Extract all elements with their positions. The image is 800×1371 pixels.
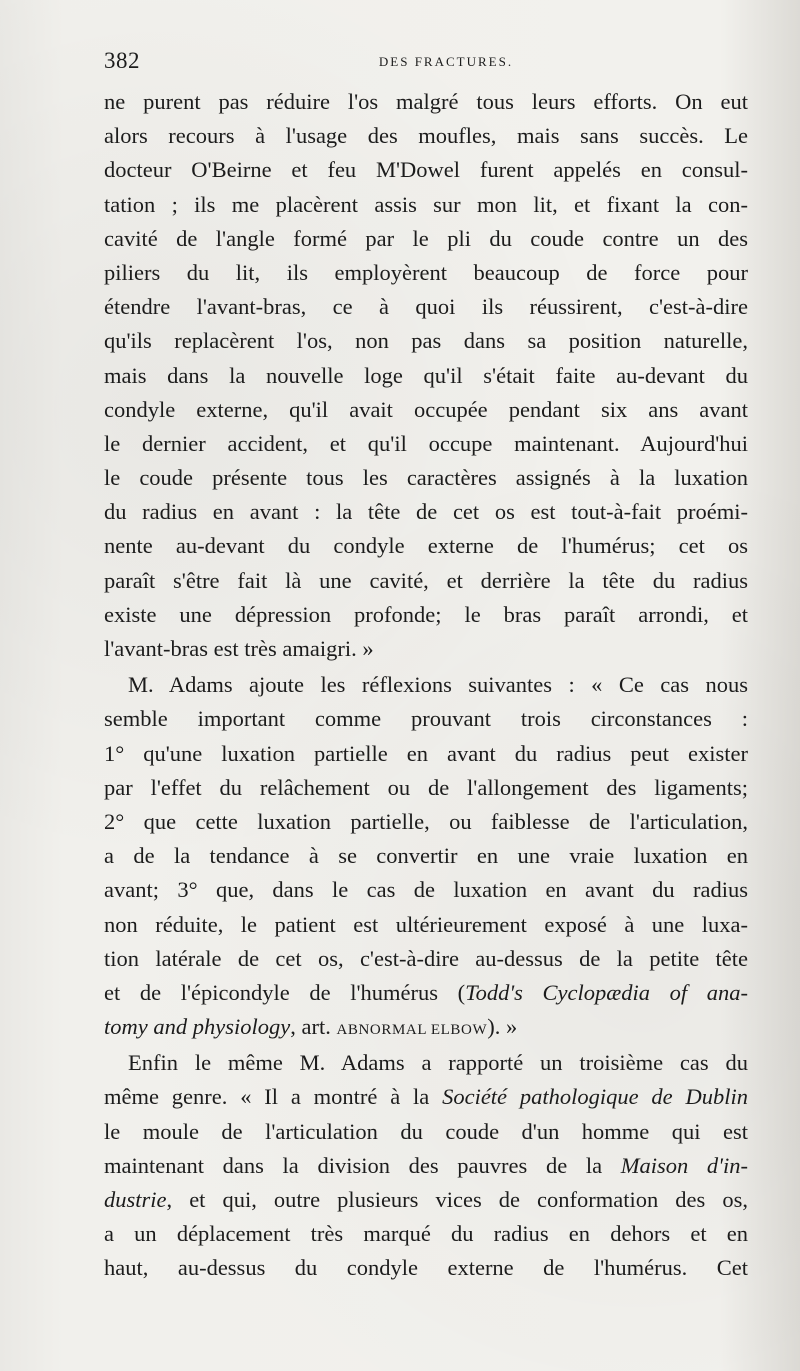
text-line: Enfin le même M. Adams a rapporté un troisième cas du — [128, 1050, 748, 1076]
text-run: , et qui, outre plusieurs vices de conformation des os, — [166, 1187, 748, 1212]
text-line: docteur O'Beirne et feu M'Dowel furent appelés en consul- — [104, 157, 748, 183]
text-line: 1° qu'une luxation partielle en avant du radius peut exister — [104, 740, 748, 766]
institution-name: dustrie — [104, 1187, 167, 1212]
text-line: ne purent pas réduire l'os malgré tous leurs efforts. On eut — [104, 89, 748, 114]
citation-title: tomy and physiology — [104, 1014, 291, 1040]
text-line — [104, 1080, 748, 1114]
text-line: non réduite, le patient est ultérieurement exposé à une luxa- — [104, 911, 748, 937]
text-line: a de la tendance à se convertir en une vraie luxation en — [104, 843, 748, 869]
text-line — [104, 1183, 748, 1217]
text-line: du radius en avant : la tête de cet os est tout-à-fait proémi- — [104, 499, 748, 525]
text-line — [104, 976, 748, 1010]
text-line: l'avant-bras est très amaigri. » — [104, 636, 374, 661]
text-line: le moule de l'articulation du coude d'un homme qui est — [104, 1118, 748, 1144]
text-line: 2° que cette luxation partielle, ou faiblesse de l'articulation, — [104, 808, 748, 834]
text-line: condyle externe, qu'il avait occupée pendant six ans avant — [104, 396, 748, 422]
text-run: , art. — [290, 1014, 337, 1040]
text-line: étendre l'avant-bras, ce à quoi ils réussirent, c'est-à-dire — [104, 294, 748, 320]
running-head: DES FRACTURES. — [378, 54, 514, 69]
text-line: qu'ils replacèrent l'os, non pas dans sa position naturelle, — [104, 328, 748, 354]
text-run: maintenant dans la division des pauvres de la — [104, 1152, 621, 1178]
institution-name: Maison d'in- — [620, 1152, 748, 1178]
society-name: Société pathologique de Dublin — [442, 1084, 748, 1110]
text-line: alors recours à l'usage des moufles, mais sans succès. Le — [104, 123, 748, 149]
text-line — [104, 1149, 748, 1183]
text-line: tation ; ils me placèrent assis sur mon lit, et fixant la con- — [104, 191, 748, 217]
text-run: ). » — [487, 1014, 518, 1040]
citation-title: Todd's Cyclopædia of ana- — [465, 979, 748, 1005]
text-line — [104, 1010, 748, 1044]
text-line: M. Adams ajoute les réflexions suivantes : « Ce cas nous — [128, 672, 748, 698]
text-line: piliers du lit, ils employèrent beaucoup de force pour — [104, 259, 748, 285]
text-line: existe une dépression profonde; le bras paraît arrondi, et — [104, 601, 748, 627]
text-line: avant; 3° que, dans le cas de luxation en avant du radius — [104, 877, 748, 903]
text-line: le coude présente tous les caractères assignés à la luxation — [104, 465, 748, 491]
text-line: tion latérale de cet os, c'est-à-dire au-dessus de la petite tête — [104, 945, 748, 971]
small-caps-term: ABNORMAL ELBOW — [336, 1022, 488, 1039]
text-line: a un déplacement très marqué du radius en dehors et en — [104, 1221, 748, 1247]
text-line: semble important comme prouvant trois circonstances : — [104, 706, 748, 732]
text-line: mais dans la nouvelle loge qu'il s'était faite au-devant du — [104, 362, 748, 388]
text-run: et de l'épicondyle de l'humérus ( — [104, 979, 466, 1005]
text-line: paraît s'être fait là une cavité, et derrière la tête du radius — [104, 567, 748, 593]
text-run: même genre. « Il a montré à la — [104, 1084, 443, 1110]
page-number: 382 — [104, 48, 140, 73]
body-text — [104, 85, 748, 1286]
text-line: cavité de l'angle formé par le pli du coude contre un des — [104, 225, 748, 251]
text-line: par l'effet du relâchement ou de l'allongement des ligaments; — [104, 774, 748, 800]
text-line: nente au-devant du condyle externe de l'humérus; cet os — [104, 533, 748, 559]
text-line: haut, au-dessus du condyle externe de l'humérus. Cet — [104, 1255, 748, 1281]
text-line: le dernier accident, et qu'il occupe maintenant. Aujourd'hui — [104, 430, 748, 456]
page-header — [104, 48, 748, 78]
